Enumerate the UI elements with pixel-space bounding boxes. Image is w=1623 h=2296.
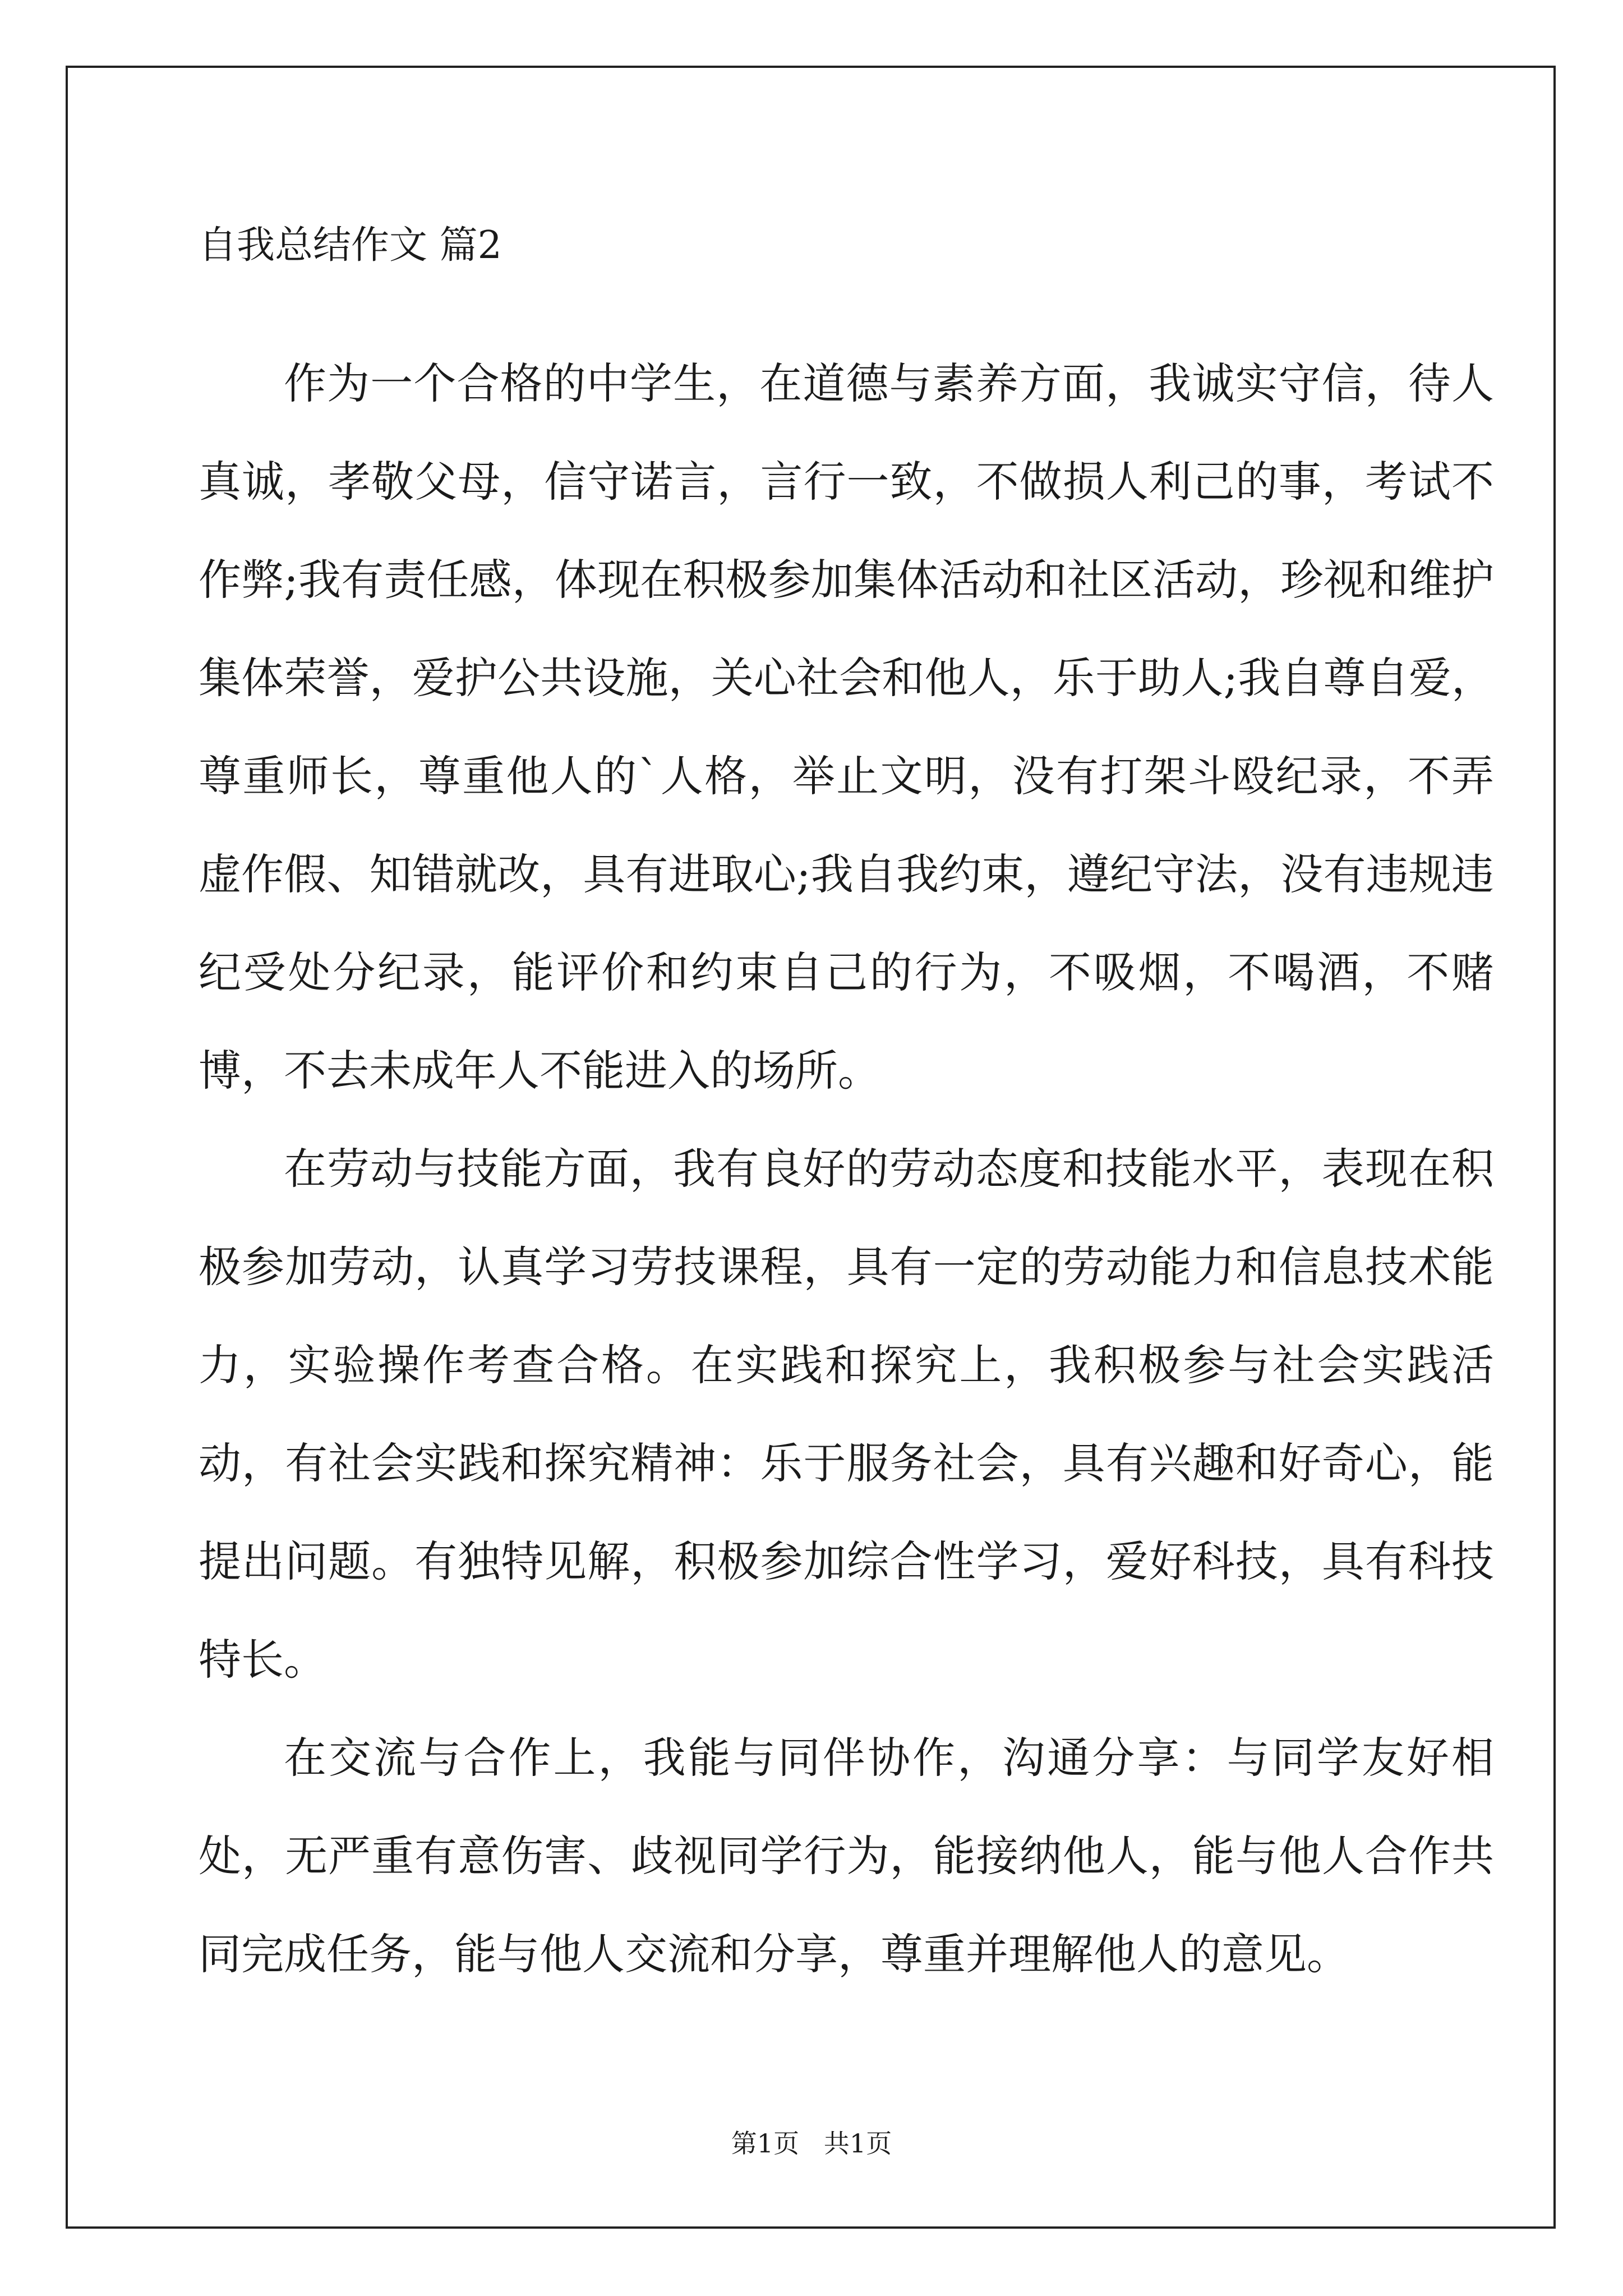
document-title: 自我总结作文 篇2 <box>199 223 502 268</box>
page-number-footer: 第1页 共1页 <box>731 2128 892 2159</box>
paragraph-labor-skills: 在劳动与技能方面，我有良好的劳动态度和技能水平，表现在积极参加劳动，认真学习劳技课程，具有一定的劳动能力和信息技术能力，实验操作考查合格。在实践和探究上，我积极参与社会实践活动，有社会实践和探究精神：乐于服务社会，具有兴趣和好奇心，能提出问题。有独特见解，积极参加综合性学习，爱好科技，具有科技特长。 <box>199 1144 1494 1685</box>
paragraph-communication: 在交流与合作上，我能与同伴协作，沟通分享：与同学友好相处，无严重有意伤害、歧视同学行为，能接纳他人，能与他人合作共同完成任务，能与他人交流和分享，尊重并理解他人的意见。 <box>199 1733 1494 1979</box>
paragraph-morality: 作为一个合格的中学生，在道德与素养方面，我诚实守信，待人真诚，孝敬父母，信守诺言，言行一致，不做损人利己的事，考试不作弊;我有责任感，体现在积极参加集体活动和社区活动，珍视和维护集体荣誉，爱护公共设施，关心社会和他人，乐于助人;我自尊自爱，尊重师长，尊重他人的`人格，举止文明，没有打架斗殴纪录，不弄虚作假、知错就改，具有进取心;我自我约束，遵纪守法，没有违规违纪受处分纪录，能评价和约束自己的行为，不吸烟，不喝酒，不赌博，不去未成年人不能进入的场所。 <box>199 358 1494 1096</box>
document-body <box>199 219 1494 2003</box>
